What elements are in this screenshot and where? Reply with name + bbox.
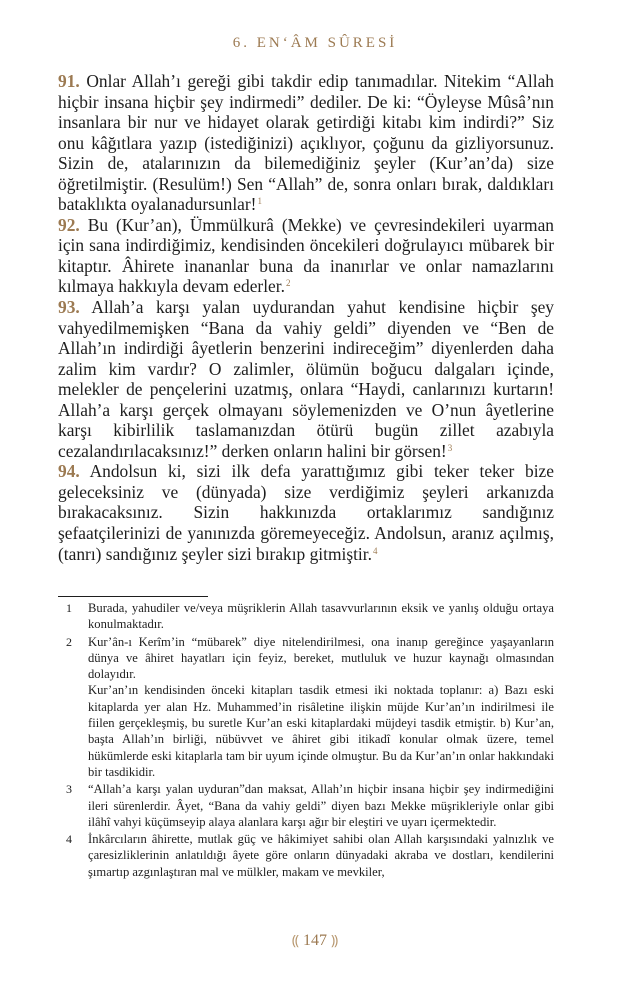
page-footer (0, 931, 630, 950)
verse-body: Onlar Allah’ı gereği gibi takdir edip tanımadılar. Nitekim “Allah hiçbir insana hiçbir şey indirmedi” dediler. De ki: “Öyleyse Mûsâ’nın insanlara bir nur ve hidayet olarak getirdiği kitabı kim indirdi?” Siz onu kâğıtlara yazıp (istediğinizi) açıklıyor, çoğunu da gizliyorsunuz. Sizin de, atalarınızın da bilemediğiniz şeyler (Kur’an’da) size öğretilmiştir. (Resulüm!) Sen “Allah” de, sonra onları bırak, daldıkları bataklıkta oyalanadursunlar! (58, 71, 554, 215)
footnotes (58, 600, 554, 881)
footnote-ref[interactable]: 1 (257, 196, 262, 207)
verse-body: Andolsun ki, sizi ilk defa yarattığımız gibi teker teker bize geleceksiniz ve (dünyada) size verdiğimiz şeyleri arkanızda bırakacaksınız. Sizin hakkınızda ortaklarımız sandığınız şefaatçilerinizi de yanınızda göremeyeceğiz. Andolsun, aranız açılmış, (tanrı) sandığınız şeyler sizi bırakıp gitmiştir. (58, 461, 554, 564)
footnote-2 (58, 634, 554, 781)
footnote-text: Burada, yahudiler ve/veya müşriklerin Allah tasavvurlarının eksik ve yanlış olduğu ortaya konulmaktadır. (88, 601, 554, 632)
footnote-3 (58, 781, 554, 830)
footnote-number: 1 (66, 601, 72, 615)
verse-91 (58, 71, 554, 215)
footnote-4 (58, 831, 554, 880)
page-number: 147 (303, 932, 327, 949)
verse-body: Allah’a karşı yalan uydurandan yahut kendisine hiçbir şey vahyedilmemişken “Bana da vahiy geldi” diyenden ve “Ben de Allah’ın indirdiği âyetlerin benzerini indireceğim” diyenlerden daha zalim kim vardır? O zalimler, ölümün boğucu dalgaları içinde, melekler de pençelerini uzatmış, onlara “Haydi, canlarınızı kurtarın! Allah’a karşı gerçek olmayanı söylemenizden ve O’nun âyetlerine karşı kibirlilik taslamanızdan ötürü bugün zillet azabıyla cezalandırılacaksınız!” derken onların halini bir görsen! (58, 297, 554, 461)
footnote-ref[interactable]: 2 (285, 278, 291, 289)
running-header: 6. EN‘ÂM SÛRESİ (232, 35, 398, 51)
footnote-ref[interactable]: 4 (372, 545, 378, 556)
verse-text (58, 71, 554, 564)
verse-number: 93. (58, 297, 80, 318)
verse-number: 91. (58, 71, 80, 91)
verse-92 (58, 215, 554, 297)
footnote-1 (58, 600, 554, 633)
verse-number: 94. (58, 461, 80, 482)
footnote-text: İnkârcıların âhirette, mutlak güç ve hâkimiyet sahibi olan Allah karşısındaki yalnızlık ve çaresizliklerinin anlatıldığı âyete göre onların dünyadaki akraba ve dostları, kendilerini şımartıp azgınlaştıran mal ve mülkler, makam ve mevkiler, (88, 832, 554, 879)
footnote-number: 3 (66, 782, 72, 797)
footnote-text: Kur’ân-ı Kerîm’in “mübarek” diye nitelendirilmesi, ona inanıp gereğince yaşayanların dünya ve âhiret hayatları için feyiz, bereket, mutluluk ve huzur kaynağı olmasından dolayıdır. (88, 634, 554, 682)
ornament-left-icon: ⸨ (291, 934, 299, 949)
verse-number: 92. (58, 214, 80, 235)
verse-93 (58, 297, 554, 461)
ornament-right-icon: ⸩ (331, 934, 339, 949)
verse-body: Bu (Kur’an), Ümmülkurâ (Mekke) ve çevresindekileri uyarman için sana indirdiğimiz, kendisinden öncekileri doğrulayıcı mübarek bir kitaptır. Âhirete inananlar buna da inanırlar ve onlar namazlarını kılmaya hakkıyla devam ederler. (58, 214, 554, 297)
footnote-ref[interactable]: 3 (447, 442, 453, 453)
footnote-number: 4 (66, 832, 72, 847)
footnote-text: Kur’an’ın kendisinden önceki kitapları tasdik etmesi iki noktada toplanır: a) Bazı eski kitaplarda yer alan Hz. Muhammed’in risâletine ilişkin müjde Kur’an’ın indirilmesi ile fiilen gerçekleşmiş, bu suretle Kur’an eski kitaplardaki müjdeyi tasdik etmiştir. b) Kur’an, başta Allah’ın birliği, nübüvvet ve âhiret gibi itikadî konular olmak üzere, temel hükümlerde eski kitaplarla tam bir uyum içinde olmuştur. Bu da Kur’an’ın onlar hakkındaki bir tasdikidir. (88, 683, 554, 779)
verse-94 (58, 461, 554, 564)
footnote-number: 2 (66, 634, 72, 649)
footnote-text: “Allah’a karşı yalan uyduran”dan maksat, Allah’ın hiçbir insana hiçbir şey indirmediğini ileri sürenlerdir. Âyet, “Bana da vahiy geldi” diyen bazı Mekke müşrikleriyle onlar gibi ilâhî vahyi küçümseyip alaya alanlara karşı ağır bir eleştiri ve uyarı içermektedir. (88, 782, 554, 829)
footnote-divider (58, 596, 208, 597)
